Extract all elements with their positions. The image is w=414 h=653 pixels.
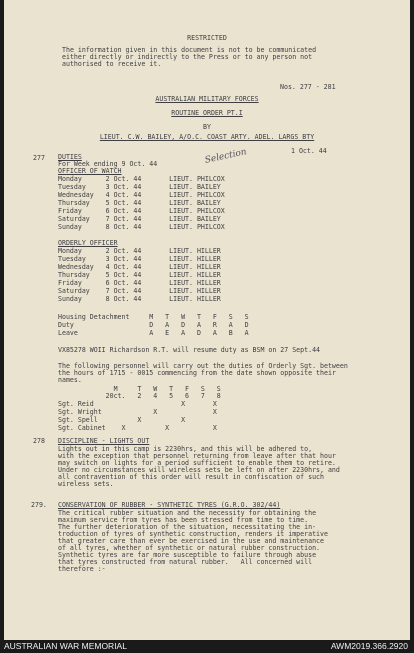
officer-of-watch-title: OFFICER OF WATCH <box>58 167 122 175</box>
roster-row: Wednesday 4 Oct. 44 LIEUT. PHILCOX <box>58 191 225 199</box>
footer-institution: AUSTRALIAN WAR MEMORIAL <box>4 641 127 651</box>
discipline-line: wireless sets. <box>58 480 114 488</box>
roster-row: Monday 2 Oct. 44 LIEUT. HILLER <box>58 247 221 255</box>
roster-row: Tuesday 3 Oct. 44 LIEUT. HILLER <box>58 255 221 263</box>
roster-row: Friday 6 Oct. 44 LIEUT. PHILCOX <box>58 207 225 215</box>
restriction-line-1: The information given in this document is not to be communicated <box>62 46 317 54</box>
document-heading: AUSTRALIAN MILITARY FORCES <box>155 95 259 103</box>
footer-accession-number: AWM2019.366.2920 <box>330 641 408 651</box>
archive-footer <box>0 640 414 653</box>
sgt-roster-row: Sgt. Spell X X <box>58 416 186 424</box>
roster-row: Saturday 7 Oct. 44 LIEUT. HILLER <box>58 287 221 295</box>
item-number-278: 278 <box>33 437 45 445</box>
sgt-roster-row: 20ct. 2 4 5 6 7 8 <box>58 392 221 400</box>
housing-row: Duty D A D A R A D <box>58 321 249 329</box>
discipline-title: DISCIPLINE - LIGHTS OUT <box>58 437 150 445</box>
handwritten-annotation: Selection <box>204 147 248 166</box>
item-number-279: 279. <box>31 501 47 509</box>
duties-title: DUTIES <box>58 153 82 161</box>
sgt-roster-row: Sgt. Reid X X <box>58 400 217 408</box>
classification-label: RESTRICTED <box>187 34 227 42</box>
conservation-line: maximum service from tyres has been stressed from time to time. <box>58 516 309 524</box>
roster-row: Saturday 7 Oct. 44 LIEUT. BAILEY <box>58 215 221 223</box>
restriction-line-3: authorised to receive it. <box>62 60 162 68</box>
sgt-intro-line: names. <box>58 376 82 384</box>
issuer: LIEUT. C.W. BAILEY, A/O.C. COAST ARTY. ADEL. LARGS BTY <box>99 133 315 141</box>
roster-row: Sunday 8 Oct. 44 LIEUT. PHILCOX <box>58 223 225 231</box>
conservation-line: of all tyres, whether of synthetic or natural rubber construction. <box>58 544 321 552</box>
sgt-intro-line: the hours of 1715 - 0015 commencing from the date shown opposite their <box>58 369 336 377</box>
sgt-intro-line: The following personnel will carry out the duties of Orderly Sgt. between <box>58 362 348 370</box>
sgt-roster-row: M T W T F S S <box>58 385 221 393</box>
conservation-line: that tyres constructed from natural rubber. All concerned will <box>58 558 313 566</box>
restriction-line-2: either directly or indirectly to the Press or to any person not <box>62 53 313 61</box>
roster-row: Friday 6 Oct. 44 LIEUT. HILLER <box>58 279 221 287</box>
roster-row: Monday 2 Oct. 44 LIEUT. PHILCOX <box>58 175 225 183</box>
discipline-line: all contravention of this order will result in confiscation of such <box>58 473 324 481</box>
week-ending: For Week ending 9 Oct. 44 <box>58 160 158 168</box>
conservation-line: that greater care than ever be exercised in the use and maintenance <box>58 537 324 545</box>
order-date: 1 Oct. 44 <box>291 147 327 155</box>
housing-row: Leave A E A D A B A <box>58 329 249 337</box>
conservation-line: Synthetic tyres are far more susceptible to failure through abuse <box>58 551 317 559</box>
sgt-roster-row: Sgt. Wright X X <box>58 408 217 416</box>
sgt-roster-row: Sgt. Cabinet X X X <box>58 424 217 432</box>
conservation-line: therefore :- <box>58 565 106 573</box>
discipline-line: Under no circumstances will wireless sets be left on after 2230hrs, and <box>58 466 340 474</box>
discipline-line: Lights out in this camp is 2230hrs, and this will be adhered to, <box>58 445 313 453</box>
discipline-line: with the exception that personnel returning from leave after that hour <box>58 452 336 460</box>
order-numbers: Nos. 277 - 281 <box>280 83 336 91</box>
conservation-title: CONSERVATION OF RUBBER - SYNTHETIC TYRES (G.R.O. 302/44) <box>58 501 281 509</box>
resume-duty-notice: VX85278 WOII Richardson R.T. will resume duty as BSM on 27 Sept.44 <box>58 346 321 354</box>
conservation-line: The critical rubber situation and the necessity for obtaining the <box>58 509 317 517</box>
roster-row: Thursday 5 Oct. 44 LIEUT. BAILEY <box>58 199 221 207</box>
roster-row: Sunday 8 Oct. 44 LIEUT. HILLER <box>58 295 221 303</box>
document-page <box>4 0 410 640</box>
by-label: BY <box>203 123 211 131</box>
discipline-line: may switch on lights for a period sufficient to enable them to retire. <box>58 459 336 467</box>
housing-row: Housing Detachment M T W T F S S <box>58 313 249 321</box>
conservation-line: The further deterioration of the situation, necessitating the in- <box>58 523 317 531</box>
conservation-line: troduction of tyres of synthetic construction, renders it imperative <box>58 530 328 538</box>
roster-row: Thursday 5 Oct. 44 LIEUT. HILLER <box>58 271 221 279</box>
orderly-officer-title: ORDERLY OFFICER <box>58 239 118 247</box>
roster-row: Wednesday 4 Oct. 44 LIEUT. HILLER <box>58 263 221 271</box>
item-number-277: 277 <box>33 154 45 162</box>
order-title: ROUTINE ORDER PT.I <box>171 109 243 117</box>
roster-row: Tuesday 3 Oct. 44 LIEUT. BAILEY <box>58 183 221 191</box>
